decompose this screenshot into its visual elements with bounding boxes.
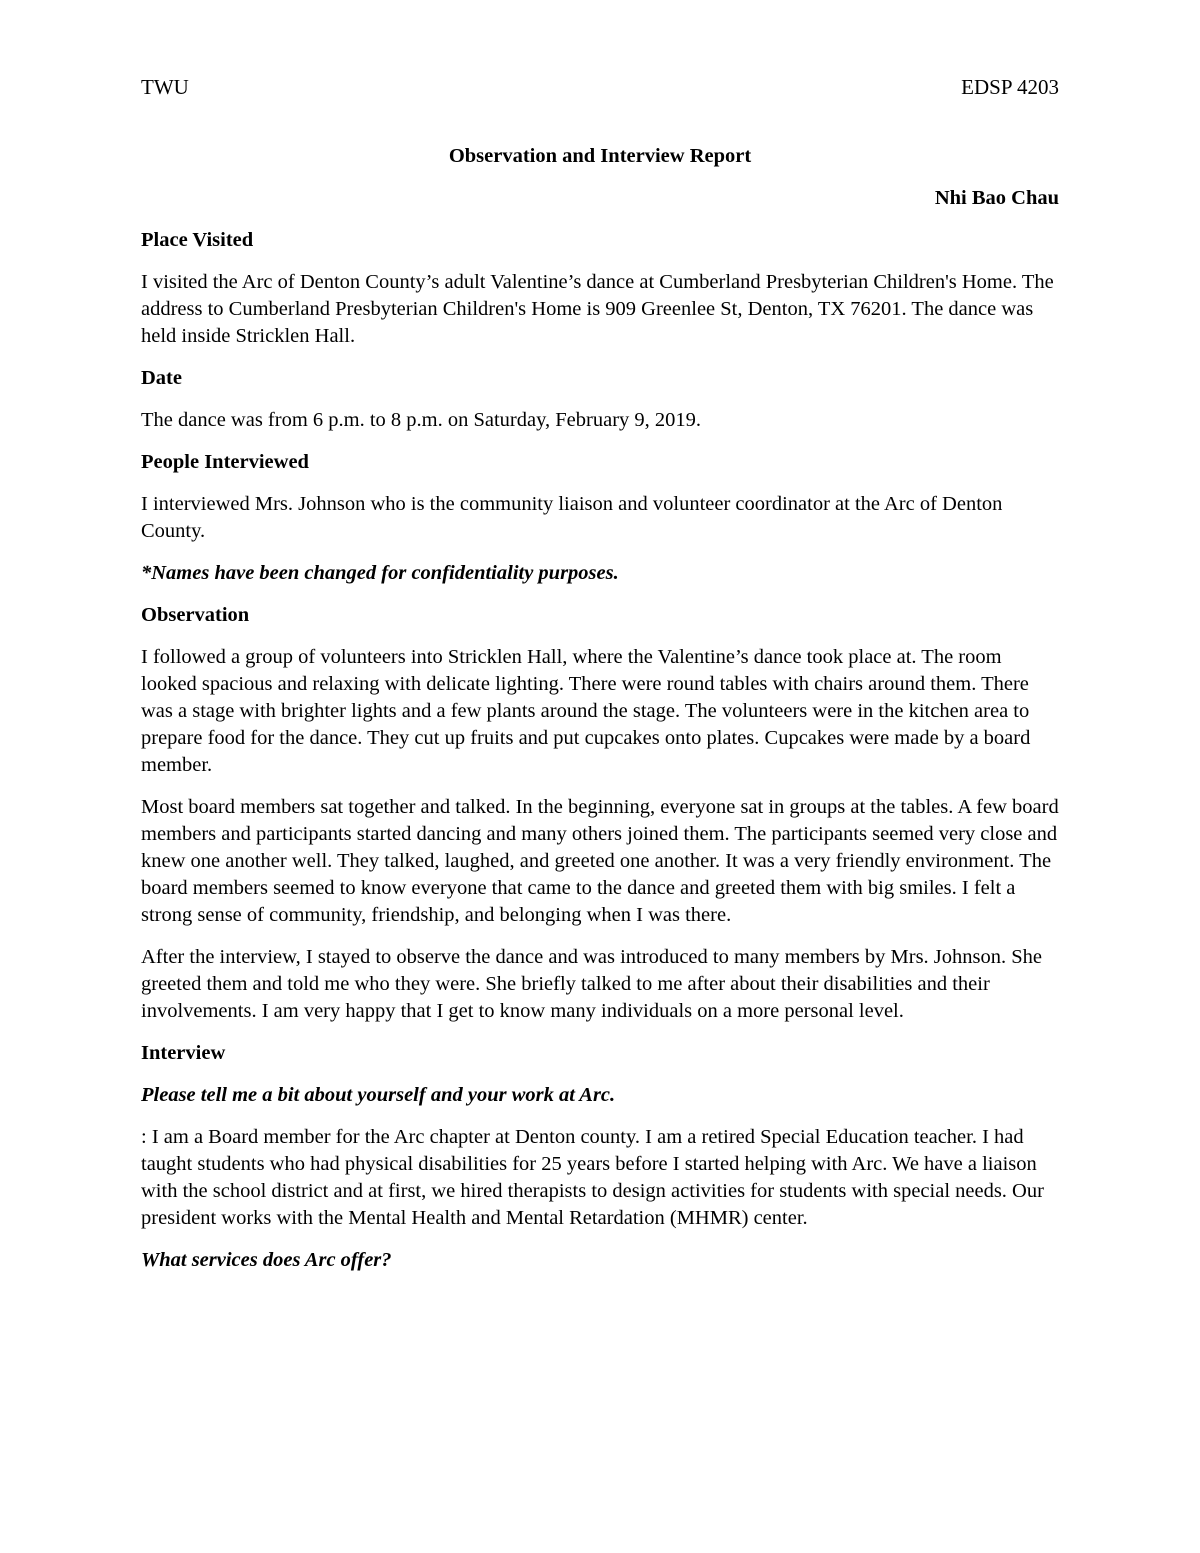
interview-question-2: What services does Arc offer? <box>141 1249 392 1271</box>
heading-people-interviewed: People Interviewed <box>141 451 309 473</box>
paragraph-date: The dance was from 6 p.m. to 8 p.m. on Saturday, February 9, 2019. <box>141 409 702 431</box>
header-school: TWU <box>141 75 189 99</box>
paragraph-observation-3: After the interview, I stayed to observe the dance and was introduced to many members by Mrs. Johnson. She greeted them and told me who they were. She briefly talked to me after about their disabilities and their involvements. I am very happy that I get to know many individuals on a more personal level. <box>141 946 1043 1022</box>
paragraph-place-visited: I visited the Arc of Denton County’s adult Valentine’s dance at Cumberland Presbyterian Children's Home. The address to Cumberland Presbyterian Children's Home is 909 Greenlee St, Denton, TX 76201. The dance was held inside Stricklen Hall. <box>141 271 1054 347</box>
document-title: Observation and Interview Report <box>448 145 752 167</box>
paragraph-observation-2: Most board members sat together and talked. In the beginning, everyone sat in groups at the tables. A few board members and participants started dancing and many others joined them. The participants seemed very close and knew one another well. They talked, laughed, and greeted one another. It was a very friendly environment. The board members seemed to know everyone that came to the dance and greeted them with big smiles. I felt a strong sense of community, friendship, and belonging when I was there. <box>141 796 1059 926</box>
paragraph-observation-1: I followed a group of volunteers into Stricklen Hall, where the Valentine’s dance took place at. The room looked spacious and relaxing with delicate lighting. There were round tables with chairs around them. There was a stage with brighter lights and a few plants around the stage. The volunteers were in the kitchen area to prepare food for the dance. They cut up fruits and put cupcakes onto plates. Cupcakes were made by a board member. <box>141 646 1031 776</box>
page-header <box>141 74 1059 100</box>
heading-interview: Interview <box>141 1042 226 1064</box>
paragraph-people-interviewed: I interviewed Mrs. Johnson who is the community liaison and volunteer coordinator at the Arc of Denton County. <box>141 493 1003 542</box>
interview-answer-1: : I am a Board member for the Arc chapter at Denton county. I am a retired Special Education teacher. I had taught students who had physical disabilities for 25 years before I started helping with Arc. We have a liaison with the school district and at first, we hired therapists to design activities for students with special needs. Our president works with the Mental Health and Mental Retardation (MHMR) center. <box>141 1126 1044 1229</box>
document-author: Nhi Bao Chau <box>934 187 1059 209</box>
heading-date: Date <box>141 367 182 389</box>
heading-place-visited: Place Visited <box>141 229 254 251</box>
document-body <box>141 143 1059 1274</box>
heading-observation: Observation <box>141 604 250 626</box>
header-course: EDSP 4203 <box>961 75 1059 99</box>
interview-question-1: Please tell me a bit about yourself and your work at Arc. <box>141 1084 616 1106</box>
confidentiality-note: *Names have been changed for confidentiality purposes. <box>141 562 619 584</box>
